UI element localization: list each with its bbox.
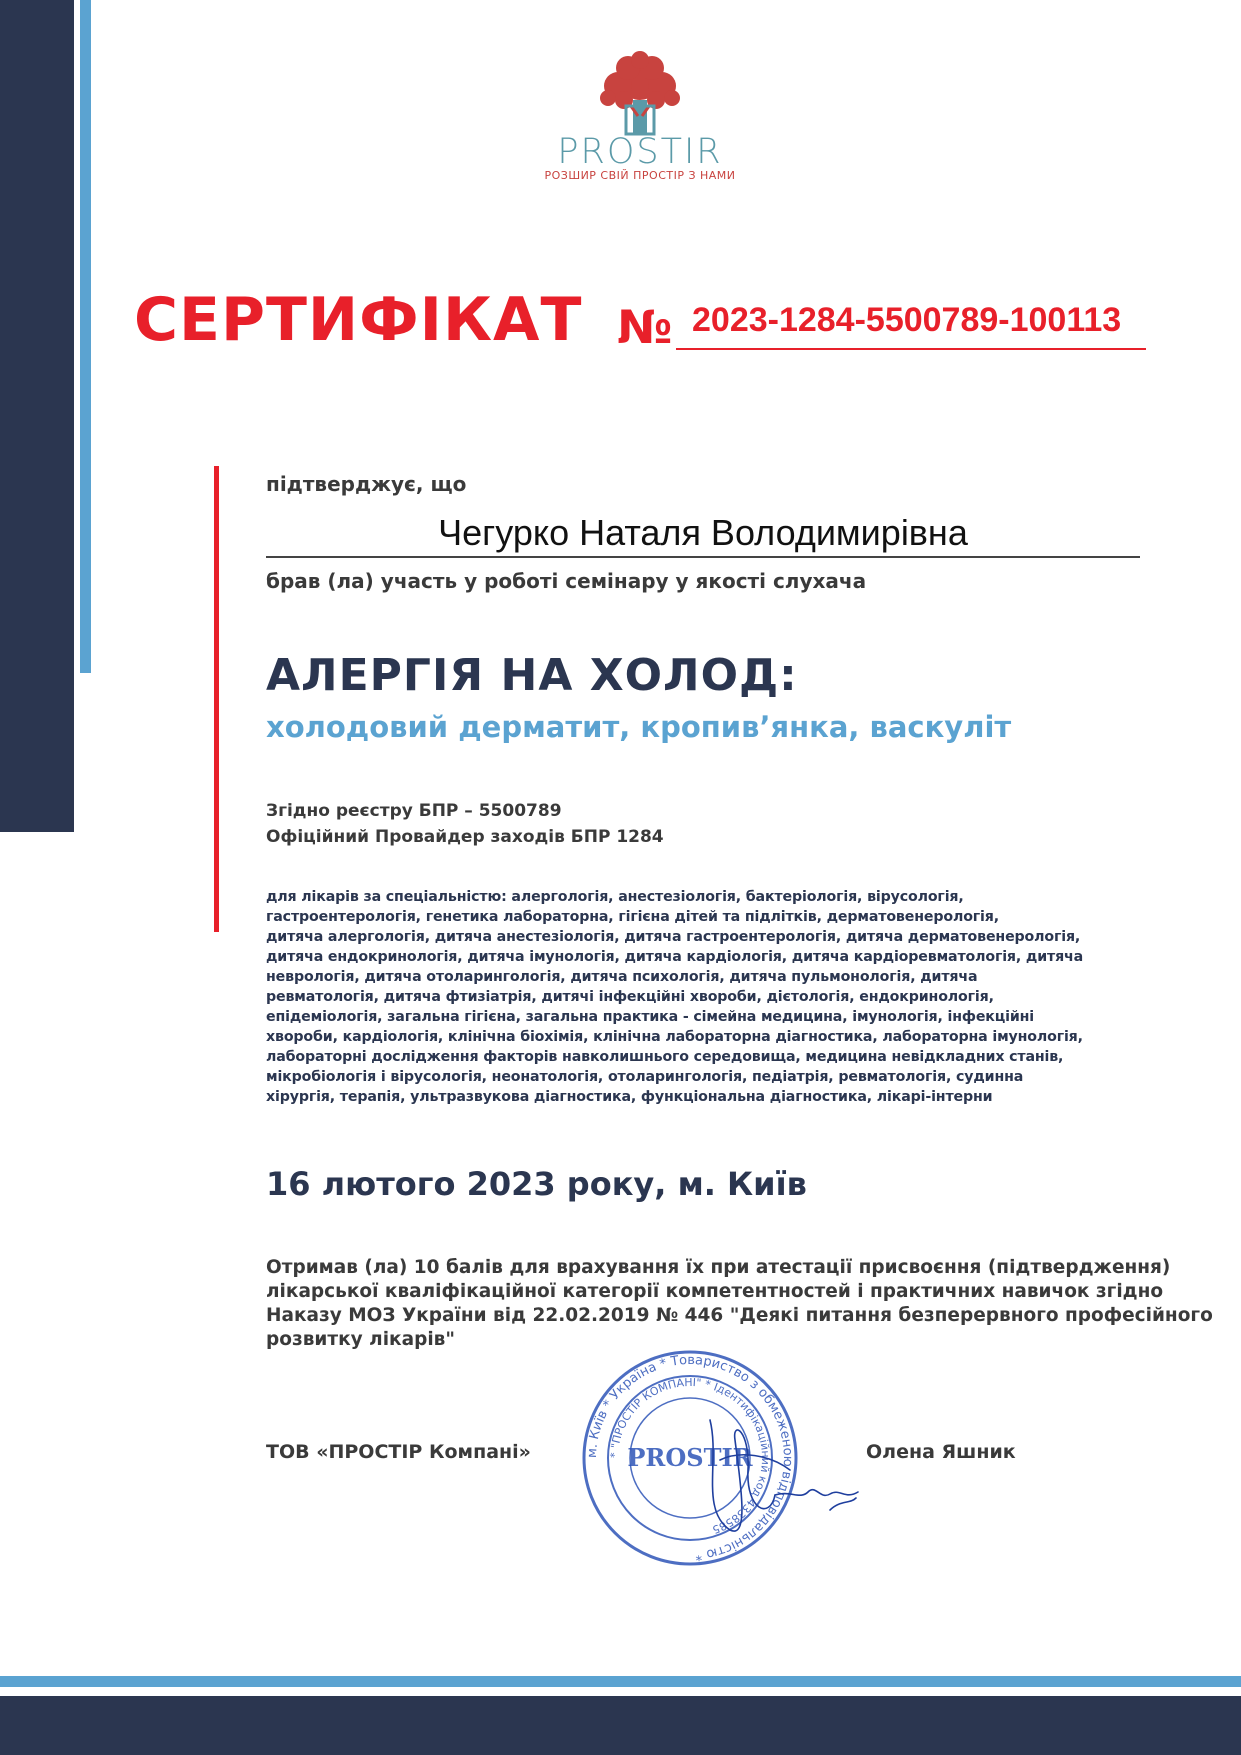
- stamp-outer-text: м. Київ * Україна * Товариство з обмеженою відповідальністю *: [584, 1352, 796, 1563]
- left-navy-band: [0, 0, 74, 832]
- left-light-blue-bar: [80, 0, 91, 673]
- specialties-line: епідеміологія, загальна гігієна, загальна практика - сімейна медицина, імунологія, інфекційні: [266, 1009, 1035, 1025]
- bottom-navy-band: [0, 1696, 1241, 1755]
- seminar-title: АЛЕРГІЯ НА ХОЛОД:: [266, 650, 798, 701]
- certificate-number-sign: №: [617, 300, 673, 354]
- certificate-number-underline: [676, 348, 1146, 350]
- specialties-line: для лікарів за спеціальністю: алергологія, анестезіологія, бактеріологія, вірусологія,: [266, 889, 964, 905]
- certificate-number: 2023-1284-5500789-100113: [692, 301, 1122, 339]
- logo: [520, 50, 760, 185]
- logo-tagline: РОЗШИР СВІЙ ПРОСТІР З НАМИ: [544, 169, 736, 182]
- specialties-line: хвороби, кардіологія, клінічна біохімія, клінічна лабораторна діагностика, лабораторна імунологія,: [266, 1029, 1083, 1045]
- points-text: [266, 1256, 1226, 1352]
- participant-name: Чегурко Наталя Володимирівна: [438, 512, 968, 553]
- specialties-line: мікробіологія і вірусологія, неонатологія, отоларингологія, педіатрія, ревматологія, судинна: [266, 1069, 1024, 1085]
- stamp-center-text: PROSTIR: [627, 1443, 753, 1472]
- red-accent-line: [214, 466, 219, 932]
- specialties-line: гастроентерологія, генетика лабораторна, гігієна дітей та підлітків, дерматовенерологія,: [266, 909, 999, 925]
- points-line: Наказу МОЗ України від 22.02.2019 № 446 "Деякі питання безперервного професійного: [266, 1305, 1213, 1326]
- company-name: ТОВ «ПРОСТІР Компані»: [266, 1441, 531, 1463]
- registry-line-2: Офіційний Провайдер заходів БПР 1284: [266, 827, 664, 847]
- seminar-subtitle: холодовий дерматит, кропив’янка, васкуліт: [266, 710, 1012, 744]
- points-line: лікарської кваліфікаційної категорії компетентностей і практичних навичок згідно: [266, 1281, 1164, 1302]
- logo-brand: PROSTIR: [557, 132, 723, 172]
- specialties-text: [266, 887, 1196, 1107]
- specialties-line: хірургія, терапія, ультразвукова діагностика, функціональна діагностика, лікарі-інтерни: [266, 1089, 993, 1105]
- points-line: Отримав (ла) 10 балів для врахування їх при атестації присвоєння (підтвердження): [266, 1257, 1171, 1278]
- points-line: розвитку лікарів": [266, 1329, 456, 1350]
- specialties-line: лабораторні дослідження факторів навколишнього середовища, медицина невідкладних станів,: [266, 1049, 1064, 1065]
- specialties-line: дитяча ендокринологія, дитяча імунологія, дитяча кардіологія, дитяча кардіоревматологія, дитяча: [266, 949, 1084, 965]
- specialties-line: дитяча алергологія, дитяча анестезіологія, дитяча гастроентерологія, дитяча дерматовенерологія,: [266, 929, 1081, 945]
- signatory-name: Олена Яшник: [866, 1441, 1016, 1463]
- confirms-label: підтверджує, що: [266, 472, 467, 496]
- specialties-line: ревматологія, дитяча фтизіатрія, дитячі інфекційні хвороби, дієтологія, ендокринологія,: [266, 989, 994, 1005]
- bottom-light-blue-stripe: [0, 1676, 1241, 1687]
- signature: [680, 1400, 880, 1550]
- participation-text: брав (ла) участь у роботі семінару у якості слухача: [266, 569, 867, 593]
- tree-icon: [520, 50, 760, 138]
- date-place: 16 лютого 2023 року, м. Київ: [266, 1165, 807, 1203]
- participant-name-underline: [266, 556, 1140, 558]
- registry-line-1: Згідно реєстру БПР – 5500789: [266, 801, 562, 821]
- certificate-title: СЕРТИФІКАТ: [134, 285, 583, 355]
- specialties-line: неврологія, дитяча отоларингологія, дитяча психологія, дитяча пульмонологія, дитяча: [266, 969, 978, 985]
- stamp-inner-text: * "ПРОСТІР КОМПАНІ" * Ідентифікаційний код 4338585: [607, 1375, 773, 1537]
